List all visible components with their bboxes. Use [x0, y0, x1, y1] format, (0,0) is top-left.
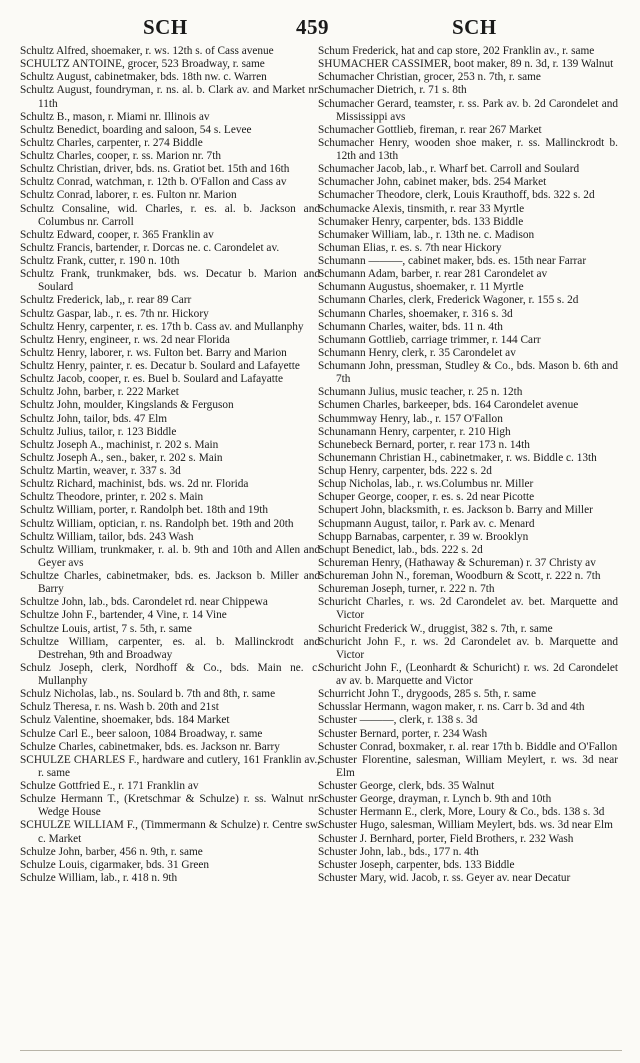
directory-entry: Schunamann Henry, carpenter, r. 210 High — [318, 425, 511, 438]
directory-entry: Schultz William, optician, r. ns. Randolph bet. 19th and 20th — [20, 517, 294, 530]
directory-entry: Schupert John, blacksmith, r. es. Jackson b. Barry and Miller — [318, 504, 593, 517]
directory-entry: Schultz William, tailor, bds. 243 Wash — [20, 530, 194, 543]
directory-entry: Schultz Jacob, cooper, r. es. Buel b. Soulard and Lafayatte — [20, 373, 284, 386]
directory-entry: Schumacke Alexis, tinsmith, r. rear 33 Myrtle — [318, 202, 525, 215]
directory-entry: Schumaker Henry, carpenter, bds. 133 Biddle — [318, 215, 524, 228]
directory-entry: Schultz Benedict, boarding and saloon, 54 s. Levee — [20, 123, 252, 136]
directory-entry: Schunemann Christian H., cabinetmaker, r. ws. Biddle c. 13th — [318, 451, 597, 464]
directory-entry: Schuster Mary, wid. Jacob, r. ss. Geyer av. near Decatur — [318, 871, 571, 884]
page-header — [0, 0, 640, 40]
directory-entry: Schultz William, porter, r. Randolph bet. 18th and 19th — [20, 504, 269, 517]
directory-entry: Schuster Bernard, porter, r. 234 Wash — [318, 727, 488, 740]
directory-entry: Schultz Christian, driver, bds. ns. Gratiot bet. 15th and 16th — [20, 163, 290, 176]
directory-entry: Schultz August, foundryman, r. ns. al. b. Clark av. and Market nr. 11th — [20, 84, 320, 110]
directory-entry: Schultz Gaspar, lab., r. es. 7th nr. Hickory — [20, 307, 209, 320]
directory-entry: Schumann ———, cabinet maker, bds. es. 15th near Farrar — [318, 255, 587, 267]
directory-entry: Schureman Henry, (Hathaway & Schureman) r. 37 Christy av — [318, 556, 596, 569]
directory-entry: Schuster Hermann E., clerk, More, Loury & Co., bds. 138 s. 3d — [318, 806, 605, 819]
directory-entry: Schumen Charles, barkeeper, bds. 164 Carondelet avenue — [318, 399, 579, 412]
directory-entry: SHUMACHER CASSIMER, boot maker, 89 n. 3d, r. 139 Walnut — [318, 58, 614, 71]
directory-entry: Schultz B., mason, r. Miami nr. Illinois av — [20, 110, 210, 123]
directory-entry: Schultz Henry, carpenter, r. es. 17th b. Cass av. and Mullanphy — [20, 320, 304, 333]
directory-entry: Schumacher Gottlieb, fireman, r. rear 267 Market — [318, 123, 542, 136]
directory-entry: Schumann Gottlieb, carriage trimmer, r. 144 Carr — [318, 333, 541, 346]
directory-entry: Schultze Charles, cabinetmaker, bds. es. Jackson b. Miller and Barry — [20, 570, 320, 596]
directory-entry: Schultz Frank, cutter, r. 190 n. 10th — [20, 255, 180, 267]
directory-entry: Schuster John, lab., bds., 177 n. 4th — [318, 845, 479, 858]
directory-entry: Schumann Charles, shoemaker, r. 316 s. 3d — [318, 307, 513, 320]
directory-entry: Schultz Charles, carpenter, r. 274 Biddle — [20, 136, 203, 149]
right-column — [318, 45, 618, 885]
directory-entry: Schulz Joseph, clerk, Nordhoff & Co., bds. Main ne. c. Mullanphy — [20, 661, 320, 687]
directory-entry: Schusslar Hermann, wagon maker, r. ns. Carr b. 3d and 4th — [318, 701, 585, 714]
page-number: 459 — [296, 15, 329, 39]
directory-entry: Schumacher Theodore, clerk, Louis Krauthoff, bds. 322 s. 2d — [318, 189, 595, 202]
directory-entry: Schulze John, barber, 456 n. 9th, r. same — [20, 845, 203, 858]
directory-entry: Schumacher Christian, grocer, 253 n. 7th, r. same — [318, 71, 541, 84]
directory-entry: Schuricht Frederick W., druggist, 382 s. 7th, r. same — [318, 622, 553, 635]
directory-entry: Schulze Gottfried E., r. 171 Franklin av — [20, 780, 199, 792]
directory-entry: Schulze Louis, cigarmaker, bds. 31 Green — [20, 858, 210, 871]
directory-entry: Schultz Henry, painter, r. es. Decatur b. Soulard and Lafayette — [20, 360, 300, 372]
directory-entry: Schumann Henry, clerk, r. 35 Carondelet av — [318, 346, 516, 359]
directory-entry: Schultz William, trunkmaker, r. al. b. 9th and 10th and Allen and Geyer avs — [20, 543, 320, 569]
directory-entry: Schultze Louis, artist, 7 s. 5th, r. same — [20, 622, 192, 635]
directory-entry: Schultz Henry, laborer, r. ws. Fulton bet. Barry and Marion — [20, 346, 287, 359]
directory-entry: Schunebeck Bernard, porter, r. rear 173 n. 14th — [318, 438, 530, 451]
directory-entry: Schultz Conrad, watchman, r. 12th b. O'Fallon and Cass av — [20, 176, 287, 189]
directory-entry: Schultz Charles, cooper, r. ss. Marion nr. 7th — [20, 150, 221, 162]
directory-entry: Schureman Joseph, turner, r. 222 n. 7th — [318, 583, 495, 596]
directory-entry: SCHULZE WILLIAM F., (Timmermann & Schulze) r. Centre sw. c. Market — [20, 819, 320, 845]
directory-entry: Schultz Frederick, lab,, r. rear 89 Carr — [20, 294, 192, 307]
directory-entry: Schureman John N., foreman, Woodburn & Scott, r. 222 n. 7th — [318, 570, 601, 582]
directory-entry: Schumann Julius, music teacher, r. 25 n. 12th — [318, 386, 523, 399]
directory-entry: Schuster George, clerk, bds. 35 Walnut — [318, 780, 495, 792]
directory-entry: Schumacher Jacob, lab., r. Wharf bet. Carroll and Soulard — [318, 163, 580, 176]
directory-entry: Schupt Benedict, lab., bds. 222 s. 2d — [318, 543, 483, 556]
directory-entry: Schumacher Henry, wooden shoe maker, r. ss. Mallinckrodt b. 12th and 13th — [318, 136, 618, 162]
left-column — [20, 45, 320, 885]
directory-entry: Schupmann August, tailor, r. Park av. c. Menard — [318, 517, 535, 530]
directory-entry: Schumann John, pressman, Studley & Co., bds. Mason b. 6th and 7th — [318, 360, 618, 386]
directory-entry: Schumaker William, lab., r. 13th ne. c. Madison — [318, 228, 535, 241]
directory-entry: Schultze William, carpenter, es. al. b. Mallinckrodt and Destrehan, 9th and Broadway — [20, 635, 320, 661]
directory-entry: Schultz Francis, bartender, r. Dorcas ne. c. Carondelet av. — [20, 241, 280, 254]
directory-entry: Schumann Augustus, shoemaker, r. 11 Myrtle — [318, 281, 524, 294]
directory-entry: Schupp Barnabas, carpenter, r. 39 w. Brooklyn — [318, 530, 529, 543]
directory-entry: Schultz Richard, machinist, bds. ws. 2d nr. Florida — [20, 478, 249, 491]
directory-entry: Schultz Edward, cooper, r. 365 Franklin av — [20, 228, 214, 241]
directory-entry: Schup Henry, carpenter, bds. 222 s. 2d — [318, 465, 492, 477]
directory-entry: Schumacher John, cabinet maker, bds. 254 Market — [318, 176, 547, 189]
directory-entry: Schultz Frank, trunkmaker, bds. ws. Decatur b. Marion and Soulard — [20, 268, 320, 294]
directory-entry: Schumann Charles, clerk, Frederick Wagoner, r. 155 s. 2d — [318, 294, 579, 307]
directory-entry: Schultz Alfred, shoemaker, r. ws. 12th s. of Cass avenue — [20, 45, 274, 57]
directory-entry: Schuper George, cooper, r. es. s. 2d near Picotte — [318, 491, 535, 504]
directory-entry: Schumann Adam, barber, r. rear 281 Carondelet av — [318, 268, 548, 281]
directory-entry: Schulze Hermann T., (Kretschmar & Schulze) r. ss. Walnut nr. Wedge House — [20, 793, 320, 819]
directory-entry: Schup Nicholas, lab., r. ws.Columbus nr. Miller — [318, 478, 534, 491]
directory-entry: Schuster Hugo, salesman, William Meylert, bds. ws. 3d near Elm — [318, 819, 613, 832]
directory-entry: Schumacher Dietrich, r. 71 s. 8th — [318, 84, 467, 97]
bottom-rule — [20, 1050, 622, 1051]
directory-entry: Schultz John, tailor, bds. 47 Elm — [20, 412, 168, 425]
directory-entry: Schuster Florentine, salesman, William Meylert, r. ws. 3d near Elm — [318, 753, 618, 779]
directory-entry: Schultz Joseph A., sen., baker, r. 202 s. Main — [20, 451, 223, 464]
directory-entry: Schultz Conrad, laborer, r. es. Fulton nr. Marion — [20, 189, 237, 202]
header-right-key: SCH — [452, 15, 497, 39]
directory-entry: Schummway Henry, lab., r. 157 O'Fallon — [318, 412, 503, 425]
directory-entry: SCHULZE CHARLES F., hardware and cutlery, 161 Franklin av., r. same — [20, 753, 320, 779]
directory-entry: Schultz Consaline, wid. Charles, r. es. al. b. Jackson and Columbus nr. Carroll — [20, 202, 320, 228]
directory-entry: Schulz Nicholas, lab., ns. Soulard b. 7th and 8th, r. same — [20, 688, 276, 701]
directory-entry: Schulz Theresa, r. ns. Wash b. 20th and 21st — [20, 701, 219, 714]
directory-entry: Schum Frederick, hat and cap store, 202 Franklin av., r. same — [318, 45, 595, 57]
directory-entry: Schultz Theodore, printer, r. 202 s. Main — [20, 491, 204, 504]
directory-entry: Schuricht John F., r. ws. 2d Carondelet av. b. Marquette and Victor — [318, 635, 618, 661]
directory-entry: Schultz John, barber, r. 222 Market — [20, 386, 179, 399]
directory-entry: Schulze Carl E., beer saloon, 1084 Broadway, r. same — [20, 727, 263, 740]
directory-entry: Schuster J. Bernhard, porter, Field Brothers, r. 232 Wash — [318, 832, 574, 845]
directory-entry: Schuster George, drayman, r. Lynch b. 9th and 10th — [318, 793, 552, 806]
directory-entry: Schultz Martin, weaver, r. 337 s. 3d — [20, 465, 181, 477]
directory-entry: Schulz Valentine, shoemaker, bds. 184 Market — [20, 714, 230, 727]
directory-entry: Schuster ———, clerk, r. 138 s. 3d — [318, 714, 478, 727]
directory-entry: SCHULTZ ANTOINE, grocer, 523 Broadway, r. same — [20, 58, 265, 71]
directory-entry: Schulze William, lab., r. 418 n. 9th — [20, 871, 178, 884]
directory-entry: Schultz Henry, engineer, r. ws. 2d near Florida — [20, 333, 230, 346]
directory-entry: Schurricht John T., drygoods, 285 s. 5th, r. same — [318, 688, 536, 701]
header-left-key: SCH — [143, 15, 188, 39]
directory-entry: Schuster Conrad, boxmaker, r. al. rear 17th b. Biddle and O'Fallon — [318, 740, 618, 753]
directory-entry: Schultze John F., bartender, 4 Vine, r. 14 Vine — [20, 609, 227, 622]
directory-entry: Schuricht John F., (Leonhardt & Schuricht) r. ws. 2d Carondelet av av. b. Marquette and Victor — [318, 661, 618, 687]
directory-entry: Schulze Charles, cabinetmaker, bds. es. Jackson nr. Barry — [20, 740, 280, 753]
directory-entry: Schultz August, cabinetmaker, bds. 18th nw. c. Warren — [20, 71, 267, 84]
directory-entry: Schuman Elias, r. es. s. 7th near Hickory — [318, 241, 502, 254]
directory-entry: Schultze John, lab., bds. Carondelet rd. near Chippewa — [20, 596, 268, 609]
directory-entry: Schuster Joseph, carpenter, bds. 133 Biddle — [318, 858, 515, 871]
directory-entry: Schuricht Charles, r. ws. 2d Carondelet av. bet. Marquette and Victor — [318, 596, 618, 622]
directory-entry: Schumacher Gerard, teamster, r. ss. Park av. b. 2d Carondelet and Mississippi avs — [318, 97, 618, 123]
directory-entry: Schultz John, moulder, Kingslands & Ferguson — [20, 399, 234, 412]
directory-entry: Schumann Charles, waiter, bds. 11 n. 4th — [318, 320, 503, 333]
directory-entry: Schultz Joseph A., machinist, r. 202 s. Main — [20, 438, 219, 451]
directory-entry: Schultz Julius, tailor, r. 123 Biddle — [20, 425, 177, 438]
